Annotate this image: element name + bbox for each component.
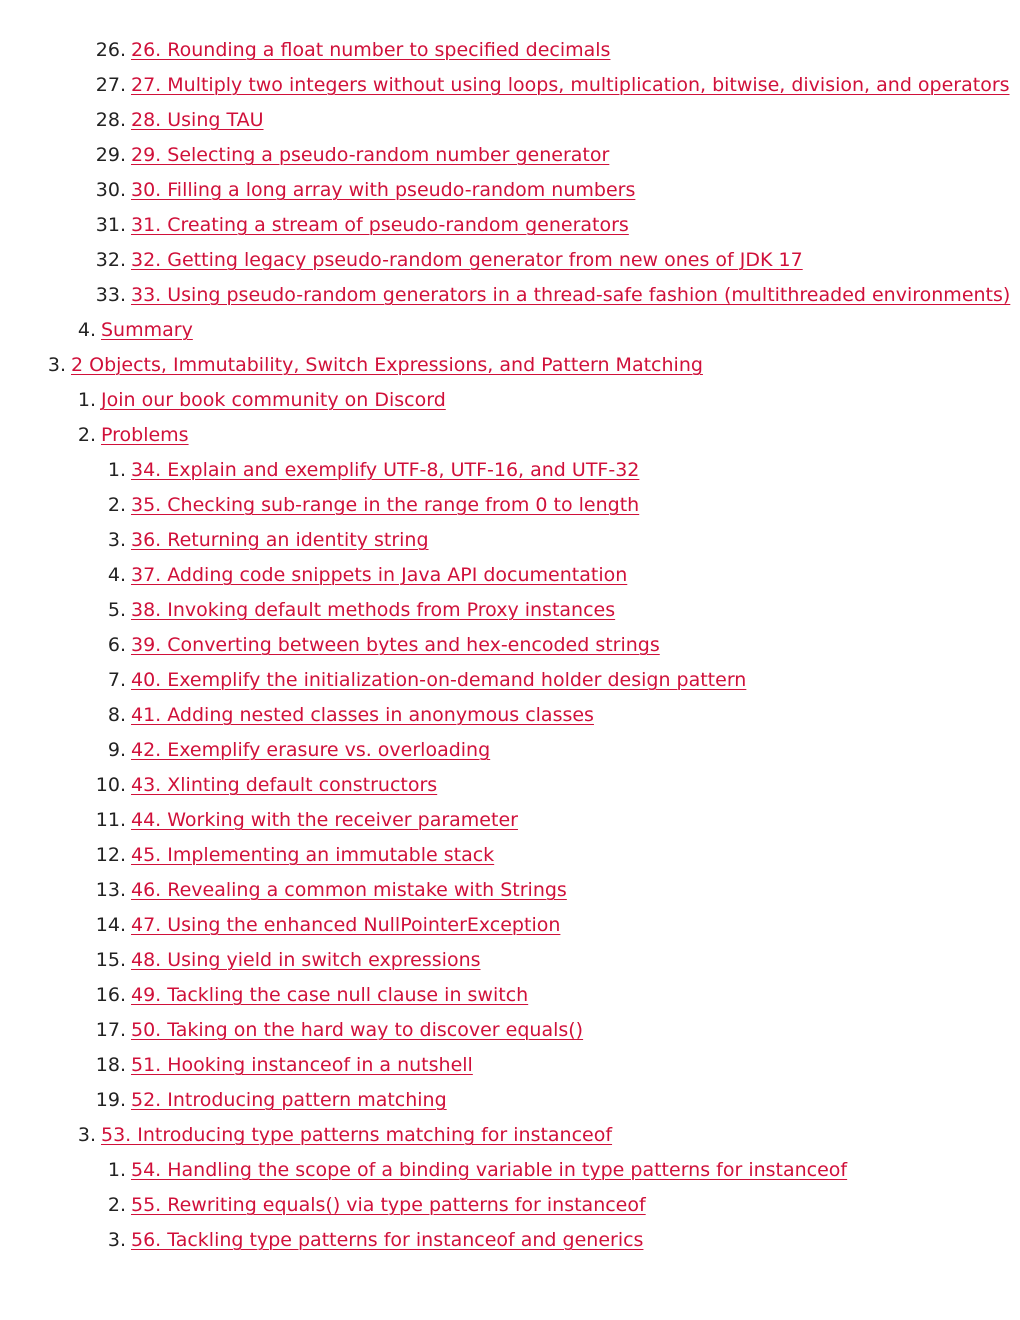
toc-item xyxy=(0,838,1020,873)
toc-item-number: 15. xyxy=(95,949,126,971)
toc-item-number: 2. xyxy=(77,424,96,446)
toc-item-link[interactable]: Problems xyxy=(101,424,189,446)
toc-item xyxy=(0,908,1020,943)
toc-item-link[interactable]: 56. Tackling type patterns for instanceof and generics xyxy=(131,1229,644,1251)
toc-item-link[interactable]: Join our book community on Discord xyxy=(101,389,446,411)
toc-item-number: 3. xyxy=(47,354,66,376)
toc-item xyxy=(0,313,1020,348)
toc-item-number: 13. xyxy=(95,879,126,901)
toc-item-link[interactable]: Summary xyxy=(101,319,193,341)
toc-item-link[interactable]: 44. Working with the receiver parameter xyxy=(131,809,518,831)
toc-item-link[interactable]: 49. Tackling the case null clause in switch xyxy=(131,984,529,1006)
toc-item-link[interactable]: 55. Rewriting equals() via type patterns for instanceof xyxy=(131,1194,646,1216)
toc-item-link[interactable]: 47. Using the enhanced NullPointerException xyxy=(131,914,561,936)
toc-item-number: 33. xyxy=(95,284,126,306)
toc-item-number: 3. xyxy=(77,1124,96,1146)
toc-item-number: 31. xyxy=(95,214,126,236)
toc-item xyxy=(0,1153,1020,1188)
toc-item-link[interactable]: 39. Converting between bytes and hex-encoded strings xyxy=(131,634,660,656)
toc-item-link[interactable]: 34. Explain and exemplify UTF-8, UTF-16, and UTF-32 xyxy=(131,459,640,481)
toc-item-link[interactable]: 54. Handling the scope of a binding variable in type patterns for instanceof xyxy=(131,1159,848,1181)
toc-item-number: 26. xyxy=(95,39,126,61)
toc-item-number: 4. xyxy=(77,319,96,341)
toc-item-link[interactable]: 45. Implementing an immutable stack xyxy=(131,844,495,866)
toc-item xyxy=(0,978,1020,1013)
toc-item-number: 1. xyxy=(77,389,96,411)
toc-item xyxy=(0,278,1020,313)
toc-item xyxy=(0,1083,1020,1118)
toc-item-number: 18. xyxy=(95,1054,126,1076)
toc-item-link[interactable]: 29. Selecting a pseudo-random number generator xyxy=(131,144,610,166)
toc-item-link[interactable]: 46. Revealing a common mistake with Strings xyxy=(131,879,567,901)
toc-item-number: 4. xyxy=(107,564,126,586)
toc-item xyxy=(0,348,1020,383)
toc-item xyxy=(0,103,1020,138)
toc-item-number: 32. xyxy=(95,249,126,271)
toc-item-number: 8. xyxy=(107,704,126,726)
toc-item-link[interactable]: 33. Using pseudo-random generators in a thread-safe fashion (multithreaded environments) xyxy=(131,284,1011,306)
toc-item-link[interactable]: 36. Returning an identity string xyxy=(131,529,429,551)
toc-item xyxy=(0,1118,1020,1153)
toc-item-link[interactable]: 42. Exemplify erasure vs. overloading xyxy=(131,739,491,761)
toc-item xyxy=(0,33,1020,68)
toc-item-link[interactable]: 37. Adding code snippets in Java API documentation xyxy=(131,564,628,586)
toc-item xyxy=(0,733,1020,768)
toc-item-link[interactable]: 30. Filling a long array with pseudo-random numbers xyxy=(131,179,636,201)
toc-item xyxy=(0,943,1020,978)
toc-item-link[interactable]: 32. Getting legacy pseudo-random generator from new ones of JDK 17 xyxy=(131,249,803,271)
toc-item-link[interactable]: 28. Using TAU xyxy=(131,109,264,131)
toc-item xyxy=(0,628,1020,663)
toc-item xyxy=(0,383,1020,418)
toc-item-number: 6. xyxy=(107,634,126,656)
toc-item xyxy=(0,558,1020,593)
toc-item-number: 16. xyxy=(95,984,126,1006)
toc-item xyxy=(0,173,1020,208)
toc-item-number: 3. xyxy=(107,529,126,551)
toc-item xyxy=(0,488,1020,523)
toc-item-link[interactable]: 38. Invoking default methods from Proxy instances xyxy=(131,599,616,621)
toc-item-link[interactable]: 31. Creating a stream of pseudo-random generators xyxy=(131,214,629,236)
toc-item-link[interactable]: 43. Xlinting default constructors xyxy=(131,774,438,796)
toc-item-number: 5. xyxy=(107,599,126,621)
toc-item-number: 14. xyxy=(95,914,126,936)
toc-item-link[interactable]: 27. Multiply two integers without using loops, multiplication, bitwise, division, and operators xyxy=(131,74,1010,96)
toc-item-link[interactable]: 40. Exemplify the initialization-on-demand holder design pattern xyxy=(131,669,747,691)
toc-item xyxy=(0,698,1020,733)
toc-item xyxy=(0,1223,1020,1258)
toc-item-number: 28. xyxy=(95,109,126,131)
toc-item-link[interactable]: 53. Introducing type patterns matching for instanceof xyxy=(101,1124,613,1146)
toc-item-link[interactable]: 26. Rounding a float number to specified decimals xyxy=(131,39,611,61)
toc-item-link[interactable]: 41. Adding nested classes in anonymous classes xyxy=(131,704,594,726)
toc-item-number: 9. xyxy=(107,739,126,761)
toc-item-number: 17. xyxy=(95,1019,126,1041)
toc-item-link[interactable]: 2 Objects, Immutability, Switch Expressions, and Pattern Matching xyxy=(71,354,703,376)
toc-item xyxy=(0,208,1020,243)
toc-item-number: 10. xyxy=(95,774,126,796)
toc-item-number: 1. xyxy=(107,1159,126,1181)
toc-item xyxy=(0,768,1020,803)
toc-item xyxy=(0,803,1020,838)
toc-item-link[interactable]: 51. Hooking instanceof in a nutshell xyxy=(131,1054,473,1076)
toc-item xyxy=(0,1013,1020,1048)
toc-item xyxy=(0,138,1020,173)
toc-item-number: 1. xyxy=(107,459,126,481)
toc-item xyxy=(0,1048,1020,1083)
toc-item-number: 19. xyxy=(95,1089,126,1111)
toc-item xyxy=(0,1188,1020,1223)
toc-item-number: 29. xyxy=(95,144,126,166)
toc-item xyxy=(0,418,1020,453)
toc-item-number: 2. xyxy=(107,494,126,516)
toc-item-link[interactable]: 50. Taking on the hard way to discover equals() xyxy=(131,1019,584,1041)
toc-item xyxy=(0,68,1020,103)
toc-item xyxy=(0,593,1020,628)
toc-item-number: 12. xyxy=(95,844,126,866)
toc-item-link[interactable]: 35. Checking sub-range in the range from 0 to length xyxy=(131,494,640,516)
toc-item-number: 30. xyxy=(95,179,126,201)
toc-item-link[interactable]: 52. Introducing pattern matching xyxy=(131,1089,447,1111)
toc-item-number: 7. xyxy=(107,669,126,691)
toc-item-number: 11. xyxy=(95,809,126,831)
toc-item xyxy=(0,663,1020,698)
toc-item-number: 27. xyxy=(95,74,126,96)
toc-item xyxy=(0,243,1020,278)
toc-item-link[interactable]: 48. Using yield in switch expressions xyxy=(131,949,481,971)
toc-item xyxy=(0,523,1020,558)
toc-item xyxy=(0,873,1020,908)
toc-item-number: 2. xyxy=(107,1194,126,1216)
toc-item xyxy=(0,453,1020,488)
toc-item-number: 3. xyxy=(107,1229,126,1251)
